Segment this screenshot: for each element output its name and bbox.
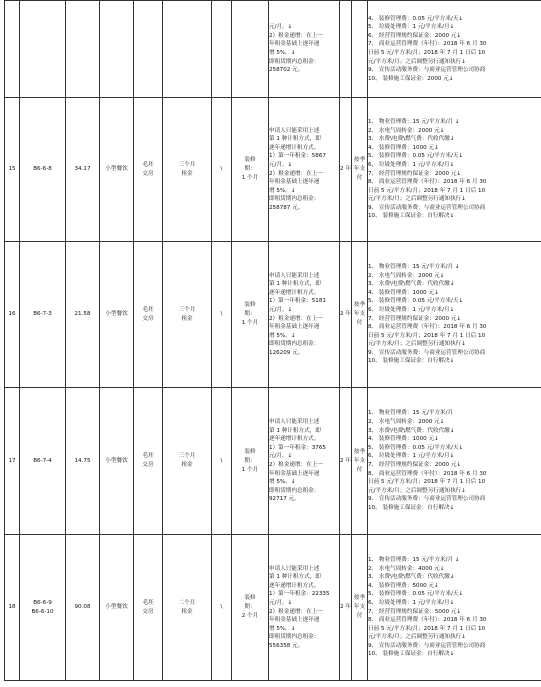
fee-line: 10、 装修施工保证金：自行解决↓ (368, 651, 455, 658)
placeholder-cell (212, 388, 232, 535)
area-cell (66, 98, 100, 242)
row-index: 17 (8, 457, 16, 464)
lease-term: 2 年 (340, 311, 351, 318)
decoration-status-stack (142, 452, 153, 470)
deposit-value: 租金 (181, 608, 193, 615)
deposit-value: 三个月 (178, 161, 196, 168)
rent-line: 258702 元。 (269, 67, 304, 74)
rent-terms-cell (269, 242, 340, 388)
fee-line: 6、 垃圾处理费：1 元/平方米/月↓ (368, 306, 455, 313)
fee-line: 4、 装修管理费：0.05 元/平方米/天↓ (368, 15, 464, 22)
rent-line: 92717 元。 (269, 496, 300, 503)
deposit-value: 三个月 (178, 306, 196, 313)
deposit-cell (163, 535, 212, 681)
row-index-cell (5, 535, 20, 681)
fee-line: 3、 水费\电费\燃气费：代收代缴↓ (368, 574, 455, 581)
rent-line: 元/月。↓ (269, 24, 293, 31)
fee-line: 3、 水费\电费\燃气费：代收代缴↓ (368, 281, 455, 288)
rent-free-value-stack (242, 156, 259, 183)
payment-method-stack (354, 448, 365, 475)
rent-line: 逐年递增计租方式。 (269, 144, 320, 151)
payment-method: 年支 (353, 166, 366, 172)
rent-terms-cell (269, 1, 340, 98)
fee-line: 日前 5 元/平方米/月；2018 年 7 月 1 日后 10 (368, 187, 486, 194)
decoration-status-stack (142, 161, 153, 179)
rent-line: 2）租金递增：在上一 (269, 608, 323, 615)
fee-line: 5、 垃圾处理费：1 元/平方米/月↓ (368, 24, 455, 31)
payment-method: 按季 (353, 448, 366, 455)
fee-line: 8、 商业运营管理费（年付）：2018 年 6 月 30 (368, 617, 487, 624)
rent-free-cell (232, 98, 269, 242)
rent-line: 增 5%。↓ (269, 625, 296, 632)
usage-cell (100, 388, 134, 535)
payment-cell (352, 98, 368, 242)
unit-number-cell (20, 535, 66, 681)
rent-line: 第 1 种计租方式，即 (269, 281, 321, 288)
rent-free-value: 期： (244, 604, 256, 610)
rent-line: 即租赁期内总租金： (269, 634, 320, 641)
fee-line: 9、 宣传活动服务费：与商业运营管理公司协商 (368, 642, 486, 649)
fee-line: 10、 装修施工保证金：自行解决↓ (368, 358, 455, 365)
payment-method: 按季 (353, 595, 366, 601)
fee-line: 5、 装修管理费：0.05 元/平方米/天↓ (368, 298, 464, 305)
unit-number-stack (33, 310, 52, 319)
rent-line: 1）第一年租金：22335 (269, 591, 330, 598)
lease-term: 2 年 (340, 457, 351, 464)
rent-free-value: 装修 (244, 595, 256, 601)
rent-line: 2）租金递增：在上一 (269, 462, 323, 468)
payment-method: 年支 (353, 457, 366, 464)
lease-term: 2 年 (340, 166, 351, 173)
fee-line: 9、 宣传活动服务费：与商业运营管理公司协商 (368, 496, 486, 503)
unit-number-stack (33, 165, 52, 174)
decoration-status: 毛坯 (142, 453, 154, 459)
rent-line: 2）租金递增：在上一 (269, 170, 323, 177)
unit-number: B6-6-10 (31, 608, 54, 615)
rent-free-value: 期： (244, 166, 256, 172)
payment-method: 付 (356, 613, 363, 619)
rent-free-value: 1 个月 (241, 175, 259, 181)
fee-line: 元/平方米/月；之后调整另行通知执行↓ (368, 634, 466, 641)
rent-line: 年租金基础上逐年递 (269, 324, 320, 331)
fee-line: 4、 装修管理费：1000 元↓ (368, 144, 439, 151)
rent-line: 逐年递增计租方式。 (269, 289, 320, 296)
rent-line: 元/月。↓ (269, 161, 293, 168)
rent-line: 申请人只能采用上述 (269, 272, 320, 279)
decoration-status: 交房 (142, 462, 154, 468)
deposit-value-stack (179, 452, 196, 470)
deposit-value-stack (179, 161, 196, 179)
rent-line: 年租金基础上逐年递 (269, 470, 320, 477)
table-row (5, 388, 541, 535)
fee-line: 7、 经营管理规约保证金：2000 元↓ (368, 170, 462, 177)
rent-free-cell (232, 242, 269, 388)
usage-value: 小型餐饮 (105, 457, 128, 464)
decoration-cell (134, 242, 163, 388)
fee-line: 6、 垃圾处理费：1 元/平方米/月↓ (368, 453, 455, 460)
fee-line: 元/平方米/月；之后调整另行通知执行↓ (368, 487, 466, 494)
fee-line: 7、 经营管理规约保证金：2000 元↓ (368, 462, 462, 468)
rent-free-value: 2 个月 (241, 613, 259, 619)
fee-line: 1、 物业管理费：15 元/平方米/月 ↓ (368, 118, 460, 125)
decoration-status: 交房 (142, 170, 154, 177)
area-value: 34.17 (74, 166, 91, 173)
rent-free-value: 期： (244, 311, 256, 317)
rent-line: 逐年递增计租方式。 (269, 436, 320, 443)
fee-line: 2、 水电气周转金：2000 元↓ (368, 419, 445, 426)
unit-number: B6-6-9 (33, 599, 52, 606)
rent-line: 申请人只能采用上述 (269, 127, 320, 134)
fee-line: 1、 物业管理费：15 元/平方米/月 (368, 410, 454, 417)
fee-line: 5、 装修管理费：0.05 元/平方米/天↓ (368, 153, 464, 160)
rent-free-value-stack (242, 301, 259, 328)
unit-number: B6-7-4 (33, 457, 52, 464)
rent-line: 即租赁期内总租金： (269, 196, 320, 203)
usage-cell (100, 242, 134, 388)
deposit-cell (163, 388, 212, 535)
payment-method: 年支 (353, 311, 366, 317)
rent-line: 2）租金递增：在上一 (269, 315, 323, 322)
fee-line: 8、 商业运营管理费（年付）：2018 年 6 月 30 (368, 324, 487, 331)
fee-line: 10、 装修施工保证金：自行解决↓ (368, 213, 455, 220)
usage-cell (100, 535, 134, 681)
deposit-value: 租金 (181, 315, 193, 322)
fee-line: 日前 5 元/平方米/月；2018 年 7 月 1 日后 10 (368, 332, 486, 339)
usage-value: 小型餐饮 (105, 311, 128, 318)
fee-line: 4、 装修管理费：1000 元↓ (368, 289, 439, 296)
fees-cell (368, 388, 541, 535)
fee-line: 元/平方米/月；之后调整另行通知执行↓ (368, 58, 466, 65)
term-cell (340, 388, 352, 535)
rent-line: 增 5%。↓ (269, 187, 296, 194)
fee-line: 1、 物业管理费：15 元/平方米/月 ↓ (368, 556, 460, 563)
row-index-cell (5, 388, 20, 535)
placeholder-value: \ (220, 166, 223, 173)
fee-line: 日前 5 元/平方米/月；2018 年 7 月 1 日后 10 (368, 625, 486, 632)
fee-line: 元/平方米/月；之后调整另行通知执行↓ (368, 341, 466, 348)
unit-number-stack (31, 599, 53, 617)
rent-line: 元/月。↓ (269, 599, 293, 606)
deposit-cell (163, 242, 212, 388)
payment-cell (352, 535, 368, 681)
rent-line: 1）第一年租金：3765 (269, 444, 326, 451)
fee-line: 9、 宣传活动服务费：与商业运营管理公司协商 (368, 349, 486, 356)
deposit-value: 三个月 (178, 453, 196, 459)
fee-line: 6、 经营管理规约保证金：2000 元↓ (368, 32, 462, 39)
fees-cell (368, 242, 541, 388)
payment-method: 年支 (353, 604, 366, 610)
rent-terms-cell (269, 388, 340, 535)
decoration-cell (134, 98, 163, 242)
rent-free-value: 装修 (244, 302, 256, 308)
unit-number-cell (20, 98, 66, 242)
payment-method-stack (354, 301, 365, 328)
unit-number-cell (20, 242, 66, 388)
decoration-status: 毛坯 (142, 161, 154, 168)
row-index: 18 (8, 604, 16, 611)
fee-line: 7、 经营管理规约保证金：5000 元↓ (368, 608, 462, 615)
rent-line: 1）第一年租金：5181 (269, 298, 326, 305)
fee-line: 2、 水电气周转金：4000 元↓ (368, 565, 445, 572)
fee-line: 6、 垃圾处理费：1 元/平方米/月↓ (368, 161, 455, 168)
rent-free-value: 装修 (244, 448, 256, 455)
unit-number-cell (20, 388, 66, 535)
rent-line: 第 1 种计租方式，即 (269, 427, 321, 434)
fee-line: 7、 经营管理规约保证金：2000 元↓ (368, 315, 462, 322)
fees-cell (368, 535, 541, 681)
area-cell (66, 535, 100, 681)
rent-line: 申请人只能采用上述 (269, 565, 320, 572)
fee-line: 7、 商业运营管理费（年付）：2018 年 6 月 30 (368, 41, 487, 48)
rent-line: 即租赁期内总租金： (269, 58, 320, 65)
placeholder-cell (212, 98, 232, 242)
lease-term: 2 年 (340, 604, 351, 611)
fee-line: 4、 装修管理费：1000 元↓ (368, 436, 439, 443)
row-index-cell (5, 98, 20, 242)
fee-line: 8、 商业运营管理费（年付）：2018 年 6 月 30 (368, 179, 487, 186)
rent-line: 1）第一年租金：5867 (269, 153, 326, 160)
deposit-value: 租金 (181, 462, 193, 468)
rent-line: 增 5%。↓ (269, 332, 296, 339)
usage-cell (100, 98, 134, 242)
area-value: 21.58 (74, 311, 91, 318)
rent-free-value-stack (242, 448, 259, 475)
rent-line: 即租赁期内总租金： (269, 487, 320, 494)
usage-value: 小型餐饮 (105, 166, 128, 173)
area-cell (66, 388, 100, 535)
payment-method: 按季 (353, 302, 366, 308)
decoration-status: 毛坯 (142, 599, 154, 606)
fee-line: 2、 水电气周转金：2000 元↓ (368, 127, 445, 134)
placeholder-value: \ (220, 604, 223, 611)
payment-method: 按季 (353, 157, 366, 163)
lease-table (4, 0, 541, 681)
payment-cell (352, 242, 368, 388)
fees-cell (368, 98, 541, 242)
rent-line: 申请人只能采用上述 (269, 419, 320, 426)
rent-line: 2）租金递增：在上一 (269, 32, 323, 39)
payment-method: 付 (356, 320, 363, 326)
fee-line: 8、 商业运营管理费（年付）：2018 年 6 月 30 (368, 470, 487, 477)
fee-line: 5、 装修管理费：0.05 元/平方米/天↓ (368, 591, 464, 598)
rent-free-value: 期： (244, 457, 256, 464)
fee-line: 10、 装修施工保证金：2000 元↓ (368, 75, 454, 82)
rent-line: 258787 元。 (269, 204, 304, 211)
rent-line: 逐年递增计租方式。 (269, 582, 320, 589)
rent-terms-cell (269, 98, 340, 242)
placeholder-cell (212, 535, 232, 681)
rent-terms-cell (269, 535, 340, 681)
deposit-cell (163, 98, 212, 242)
row-index: 15 (8, 166, 16, 173)
fee-line: 日前 5 元/平方米/月；2018 年 7 月 1 日后 10 (368, 50, 486, 56)
area-value: 90.08 (74, 604, 91, 611)
row-index-cell (5, 242, 20, 388)
area-value: 14.75 (74, 457, 91, 464)
unit-number: B6-7-3 (33, 311, 52, 317)
rent-free-value: 1 个月 (241, 320, 259, 326)
rent-line: 年租金基础上逐年递 (269, 179, 320, 186)
decoration-status-stack (142, 599, 153, 617)
fee-line: 元/平方米/月；之后调整另行通知执行↓ (368, 196, 466, 203)
rent-line: 年租金基础上逐年递 (269, 617, 320, 624)
fee-line: 1、 物业管理费：15 元/平方米/月 ↓ (368, 263, 460, 270)
unit-number: B6-6-8 (33, 166, 52, 172)
term-cell (340, 98, 352, 242)
deposit-value: 二个月 (178, 599, 196, 606)
decoration-status: 交房 (142, 315, 154, 322)
fee-line: 10、 装修施工保证金：自行解决↓ (368, 504, 455, 511)
fees-cell (368, 1, 541, 98)
term-cell (340, 242, 352, 388)
unit-number-stack (33, 457, 52, 466)
payment-cell (352, 388, 368, 535)
deposit-value-stack (179, 599, 196, 617)
placeholder-value: \ (220, 311, 223, 318)
rent-line: 即租赁期内总租金： (269, 341, 320, 348)
rent-free-value: 1 个月 (241, 466, 259, 473)
payment-method-stack (354, 594, 365, 621)
fee-line: 4、 装修管理费：5000 元↓ (368, 582, 439, 589)
fee-line: 2、 水电气周转金：2000 元↓ (368, 272, 445, 279)
rent-line: 年租金基础上逐年递 (269, 41, 320, 48)
deposit-value: 租金 (181, 170, 193, 177)
deposit-value-stack (179, 306, 196, 324)
decoration-status-stack (142, 306, 153, 324)
rent-line: 元/月。↓ (269, 453, 293, 460)
rent-line: 元/月。↓ (269, 306, 293, 313)
payment-method-stack (354, 156, 365, 183)
rent-free-value: 装修 (244, 157, 256, 163)
decoration-status: 交房 (142, 608, 154, 615)
placeholder-cell (212, 242, 232, 388)
rent-line: 556358 元。 (269, 642, 304, 649)
rent-line: 增 5%。↓ (269, 479, 296, 486)
fee-line: 3、 水费\电费\燃气费：代收代缴↓ (368, 136, 455, 143)
table-row (5, 1, 541, 98)
rent-free-cell (232, 535, 269, 681)
table-row (5, 535, 541, 681)
fee-line: 5、 装修管理费：0.05 元/平方米/天↓ (368, 444, 464, 451)
placeholder-value: \ (220, 457, 223, 464)
table-row (5, 98, 541, 242)
rent-line: 第 1 种计租方式，即 (269, 136, 321, 143)
fee-line: 6、 垃圾处理费：1 元/平方米/月↓ (368, 599, 455, 606)
rent-line: 126209 元。 (269, 349, 304, 356)
rent-free-cell (232, 388, 269, 535)
fee-line: 9、 宣传活动服务费：与商业运营管理公司协商 (368, 204, 486, 211)
table-row (5, 242, 541, 388)
rent-free-value-stack (242, 594, 259, 621)
term-cell (340, 535, 352, 681)
row-index: 16 (8, 311, 16, 318)
decoration-status: 毛坯 (142, 306, 154, 313)
fee-line: 9、 宣传活动服务费：与商业运营管理公司协商 (368, 67, 486, 74)
area-cell (66, 242, 100, 388)
decoration-cell (134, 535, 163, 681)
rent-line: 第 1 种计租方式，即 (269, 574, 321, 581)
fee-line: 3、 水费\电费\燃气费：代收代缴↓ (368, 427, 455, 434)
payment-method: 付 (356, 175, 363, 181)
usage-value: 小型餐饮 (105, 604, 128, 611)
fee-line: 日前 5 元/平方米/月；2018 年 7 月 1 日后 10 (368, 479, 486, 486)
decoration-cell (134, 388, 163, 535)
rent-line: 增 5%。↓ (269, 50, 296, 56)
payment-method: 付 (356, 466, 363, 473)
